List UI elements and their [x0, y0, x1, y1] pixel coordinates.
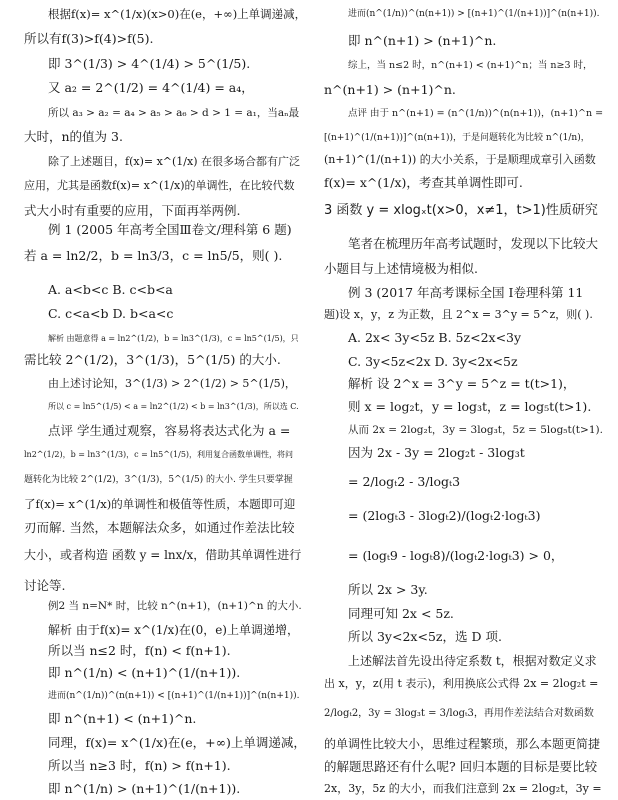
text-line: 同理，f(x)= x^(1/x)在(e，+∞)上单调递减，: [48, 735, 306, 750]
section-heading: 3 函数 y = xlogₓt(x>0，x≠1，t>1)性质研究: [324, 203, 598, 218]
equation-line: = (2logₜ3 - 3logₜ2)/(logₜ2·logₜ3): [348, 508, 541, 523]
text-line: (n+1)^(1/(n+1)) 的大小关系，于是顺理成章引入函数: [324, 153, 596, 166]
text-line: 所以 3y<2x<5z，选 D 项.: [348, 629, 502, 644]
example-heading: 例 1 (2005 年高考全国Ⅲ卷文/理科第 6 题): [48, 222, 292, 237]
choice-line: C. c<a<b D. b<a<c: [48, 306, 174, 321]
text-line: 所以 a₃ > a₂ = a₄ > a₅ > a₆ > d > 1 = a₁，当aₙ最: [48, 107, 300, 119]
text-line: 式大小时有重要的应用，下面再举两例.: [24, 203, 241, 218]
text-line: 综上，当 n≤2 时，n^(n+1) < (n+1)^n；当 n≥3 时，: [348, 60, 593, 71]
text-line: 解析 由于f(x)= x^(1/x)在(0，e)上单调递增，: [48, 623, 299, 637]
text-line: 应用，尤其是函数f(x)= x^(1/x)的单调性，在比较代数: [24, 179, 295, 192]
text-line: 即 n^(1/n) < (n+1)^(1/(n+1)).: [48, 665, 241, 680]
choice-line: A. 2x< 3y<5z B. 5z<2x<3y: [348, 330, 522, 345]
text-line: 所以当 n≤2 时，f(n) < f(n+1).: [48, 643, 231, 658]
text-line: 解析 由题意得 a = ln2^(1/2)，b = ln3^(1/3)，c = ln5^(1/5)，只: [48, 334, 299, 343]
text-line: 从而 2x = 2log₂t，3y = 3log₃t，5z = 5log₅t(t>1).: [348, 424, 603, 436]
text-line: 若 a = ln2/2，b = ln3/3，c = ln5/5，则( ).: [24, 248, 283, 263]
text-line: ln2^(1/2)，b = ln3^(1/3)，c = ln5^(1/5)，利用复合函数单调性，将问: [24, 450, 294, 459]
text-line: 即 n^(n+1) < (n+1)^n.: [48, 711, 197, 726]
text-line: 笔者在梳理历年高考试题时，发现以下比较大: [348, 236, 599, 251]
text-line: 题)设 x，y，z 为正数，且 2^x = 3^y = 5^z，则( ).: [324, 308, 593, 321]
example-heading: 例2 当 n=N* 时，比较 n^(n+1)，(n+1)^n 的大小.: [48, 600, 302, 612]
text-line: 同理可知 2x < 5z.: [348, 606, 454, 621]
text-line: 即 n^(1/n) > (n+1)^(1/(n+1)).: [48, 781, 241, 796]
text-line: 又 a₂ = 2^(1/2) = 4^(1/4) = a₄，: [48, 80, 254, 95]
text-line: 大时，n的值为 3.: [24, 129, 123, 144]
text-line: 点评 由于 n^(n+1) = (n^(1/n))^(n(n+1))，(n+1)^n =: [348, 108, 604, 119]
text-line: 讨论等.: [24, 578, 66, 593]
text-line: 出 x，y，z(用 t 表示)，利用换底公式得 2x = 2log₂t =: [324, 677, 599, 690]
text-line: 除了上述题目，f(x)= x^(1/x) 在很多场合都有广泛: [48, 155, 300, 168]
equation-line: = 2/logₜ2 - 3/logₜ3: [348, 474, 461, 489]
text-line: 由上述讨论知，3^(1/3) > 2^(1/2) > 5^(1/5)，: [48, 377, 296, 390]
text-line: 则 x = log₂t，y = log₃t，z = log₅t(t>1).: [348, 399, 592, 414]
text-line: 所以当 n≥3 时，f(n) > f(n+1).: [48, 758, 231, 773]
example-heading: 例 3 (2017 年高考课标全国 Ⅰ卷理科第 11: [348, 285, 584, 300]
text-line: 进而(n^(1/n))^(n(n+1)) > [(n+1)^(1/(n+1))]^(n(n+1)).: [348, 9, 600, 19]
text-line: 大小，或者构造 函数 y = lnx/x，借助其单调性进行: [24, 548, 302, 562]
text-line: 即 n^(n+1) > (n+1)^n.: [348, 33, 497, 48]
text-line: 因为 2x - 3y = 2log₂t - 3log₃t: [348, 445, 525, 460]
text-line: 进而(n^(1/n))^(n(n+1)) < [(n+1)^(1/(n+1))]^(n(n+1)).: [48, 691, 300, 701]
text-line: 题转化为比较 2^(1/2)，3^(1/3)，5^(1/5) 的大小. 学生只要掌握: [24, 475, 293, 485]
text-line: 所以 2x > 3y.: [348, 582, 428, 597]
text-line: 的解题思路还有什么呢? 回归本题的目标是要比较: [324, 759, 598, 774]
text-line: n^(n+1) > (n+1)^n.: [324, 82, 456, 97]
text-line: 所以有f(3)>f(4)>f(5).: [24, 31, 154, 46]
text-line: 了f(x)= x^(1/x)的单调性和极值等性质，本题即可迎: [24, 497, 296, 511]
choice-line: C. 3y<5z<2x D. 3y<2x<5z: [348, 354, 518, 369]
text-line: 上述解法首先设出待定系数 t，根据对数定义求: [348, 654, 597, 668]
text-line: 的单调性比较大小，思维过程繁琐，那么本题更简捷: [324, 737, 601, 751]
text-line: 需比较 2^(1/2)，3^(1/3)，5^(1/5) 的大小.: [24, 352, 281, 367]
text-line: 小题目与上述情境极为相似.: [324, 261, 478, 276]
text-line: 2x，3y，5z 的大小，而我们注意到 2x = 2log₂t，3y =: [324, 782, 602, 795]
text-line: 所以 c = ln5^(1/5) < a = ln2^(1/2) < b = ln3^(1/3)，所以选 C.: [48, 402, 299, 411]
text-line: 2/logₜ2，3y = 3log₃t = 3/logₜ3，再用作差法结合对数函数: [324, 708, 594, 719]
text-line: f(x)= x^(1/x)，考查其单调性即可.: [324, 175, 523, 190]
text-line: 点评 学生通过观察，容易将表达式化为 a =: [48, 423, 291, 438]
text-line: 根据f(x)= x^(1/x)(x>0)在(e，+∞)上单调递减，: [48, 7, 307, 21]
text-line: [(n+1)^(1/(n+1))]^(n(n+1))，于是问题转化为比较 n^(1/n)，: [324, 133, 590, 143]
text-line: 解析 设 2^x = 3^y = 5^z = t(t>1)，: [348, 376, 576, 391]
equation-line: = (logₜ9 - logₜ8)/(logₜ2·logₜ3) > 0，: [348, 548, 564, 563]
choice-line: A. a<b<c B. c<b<a: [48, 282, 173, 297]
text-line: 刃而解. 当然，本题解法众多，如通过作差法比较: [24, 520, 295, 535]
text-line: 即 3^(1/3) > 4^(1/4) > 5^(1/5).: [48, 56, 251, 71]
